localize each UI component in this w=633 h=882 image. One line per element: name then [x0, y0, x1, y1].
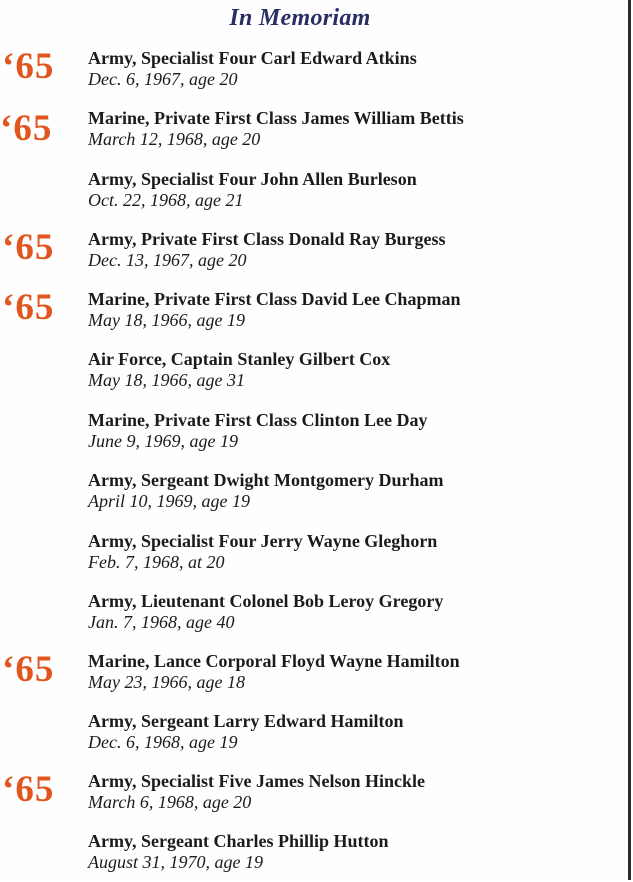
entry-date: Oct. 22, 1968, age 21: [88, 190, 244, 210]
entry-name: Army, Specialist Four Carl Edward Atkins: [88, 48, 417, 68]
memorial-entry: [0, 710, 620, 762]
class-year-mark: ‘65: [0, 108, 53, 149]
entry-date: May 18, 1966, age 31: [88, 370, 245, 390]
class-year-mark: ‘65: [2, 46, 55, 87]
entry-name: Marine, Private First Class David Lee Chapman: [88, 289, 461, 309]
entry-name: Army, Specialist Four Jerry Wayne Gleghorn: [88, 531, 438, 551]
entry-date: June 9, 1969, age 19: [88, 431, 238, 451]
entry-date: Dec. 13, 1967, age 20: [88, 250, 247, 270]
entry-date: March 6, 1968, age 20: [88, 792, 252, 812]
page-edge-rule: [628, 0, 631, 880]
entry-date: May 18, 1966, age 19: [88, 310, 245, 330]
entry-name: Army, Sergeant Larry Edward Hamilton: [88, 711, 404, 731]
class-year-mark: ‘65: [2, 649, 55, 690]
memorial-entry: [0, 348, 620, 400]
class-year-mark: ‘65: [2, 287, 55, 328]
page-title: In Memoriam: [229, 5, 371, 31]
class-year-mark: ‘65: [2, 227, 55, 268]
entry-date: Dec. 6, 1968, age 19: [88, 732, 238, 752]
memorial-entry: [0, 770, 620, 822]
entry-date: May 23, 1966, age 18: [88, 672, 245, 692]
memorial-entry: [0, 469, 620, 521]
memorial-entry: [0, 830, 620, 882]
memorial-entry: [0, 107, 620, 159]
entry-name: Army, Private First Class Donald Ray Burgess: [88, 229, 446, 249]
entry-name: Marine, Private First Class Clinton Lee Day: [88, 410, 428, 430]
memorial-entry: [0, 168, 620, 220]
memorial-entry: [0, 650, 620, 702]
class-year-mark: ‘65: [2, 769, 55, 810]
entry-date: Feb. 7, 1968, at 20: [88, 552, 225, 572]
entry-date: Dec. 6, 1967, age 20: [88, 69, 238, 89]
entry-name: Army, Specialist Four John Allen Burleson: [88, 169, 417, 189]
entry-name: Marine, Private First Class James William Bettis: [88, 108, 464, 128]
memorial-entry: [0, 47, 620, 99]
memorial-entry: [0, 409, 620, 461]
memorial-entry: [0, 288, 620, 340]
entry-date: April 10, 1969, age 19: [88, 491, 250, 511]
memorial-entry: [0, 228, 620, 280]
entry-date: August 31, 1970, age 19: [88, 852, 263, 872]
entry-name: Marine, Lance Corporal Floyd Wayne Hamilton: [88, 651, 460, 671]
entry-name: Army, Sergeant Charles Phillip Hutton: [88, 831, 389, 851]
entry-name: Army, Lieutenant Colonel Bob Leroy Gregory: [88, 591, 444, 611]
entry-name: Army, Specialist Five James Nelson Hinckle: [88, 771, 425, 791]
entry-name: Air Force, Captain Stanley Gilbert Cox: [88, 349, 391, 369]
entry-date: March 12, 1968, age 20: [88, 129, 261, 149]
entry-name: Army, Sergeant Dwight Montgomery Durham: [88, 470, 444, 490]
memorial-entry: [0, 530, 620, 582]
entry-date: Jan. 7, 1968, age 40: [88, 612, 235, 632]
memorial-entry: [0, 590, 620, 642]
